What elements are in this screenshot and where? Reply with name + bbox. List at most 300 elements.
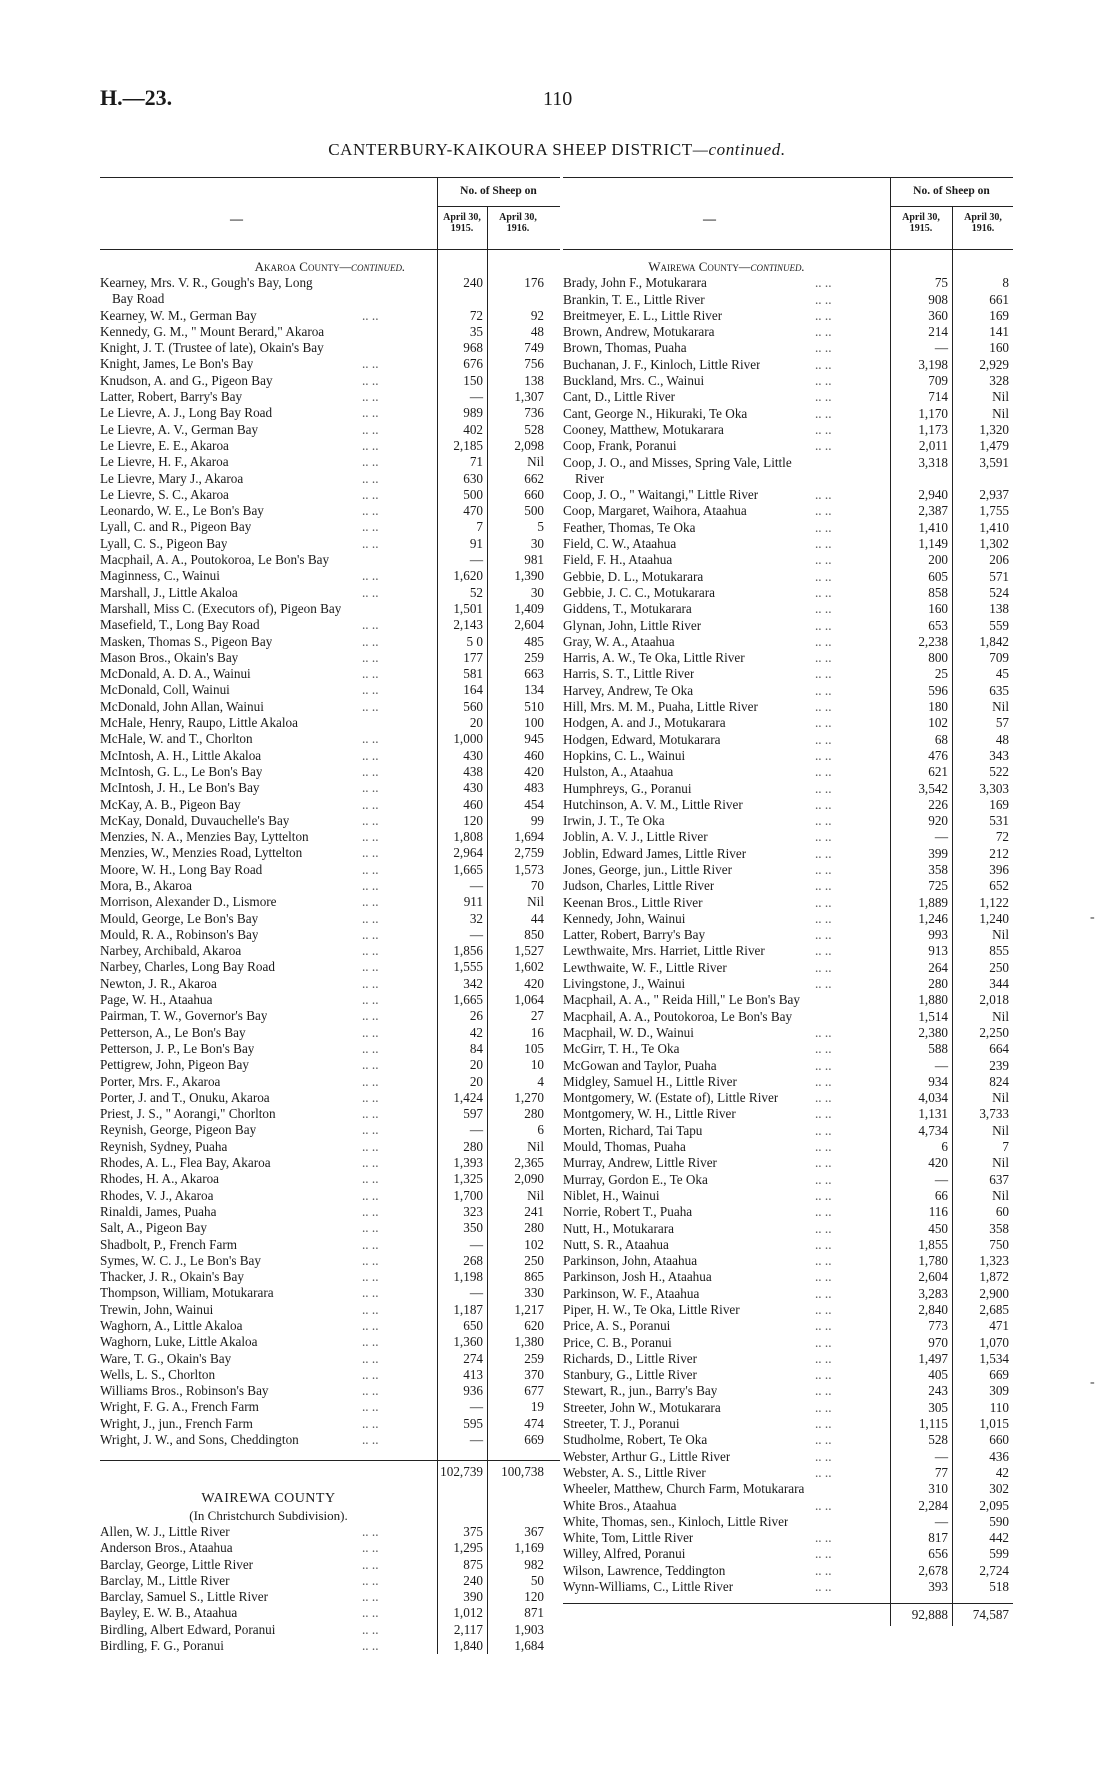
value-1916: 442 [989,1530,1009,1546]
value-1915: 1,360 [453,1334,483,1350]
value-1915: 66 [934,1187,948,1203]
value-1915: 177 [463,649,483,665]
table-row [563,862,1013,878]
value-1916: Nil [992,1187,1009,1203]
value-1916: 662 [524,470,544,486]
row-name: Shadbolt, P., French Farm [100,1236,237,1252]
table-row [563,406,1013,422]
value-1915: 91 [469,535,483,551]
row-name: Parkinson, Josh H., Ataahua [563,1269,712,1285]
value-1915: 26 [469,1008,483,1024]
leader-dots: .. .. [362,454,379,470]
leader-dots: .. .. [815,715,832,731]
value-1916: 367 [524,1523,544,1539]
row-name: Giddens, T., Motukarara [563,601,692,617]
row-name: Macphail, A. A., Poutokoroa, Le Bon's Bay [563,1008,793,1024]
value-1916: 8 [1002,275,1009,291]
table-row [563,1465,1013,1481]
table-row [100,878,560,894]
value-1915: 1,131 [918,1106,948,1122]
leader-dots: .. .. [362,682,379,698]
row-name: White Bros., Ataahua [563,1497,677,1513]
header-group-label-right: No. of Sheep on [913,185,990,197]
value-1916: 44 [530,910,544,926]
table-row [100,1041,560,1057]
value-1915: 1,000 [453,731,483,747]
row-name: McHale, W. and T., Chorlton [100,731,253,747]
value-1916: 1,320 [979,421,1009,437]
value-1916: 1,323 [979,1253,1009,1269]
value-1916: 27 [530,1008,544,1024]
leader-dots: .. .. [362,356,379,372]
value-1916: 250 [989,959,1009,975]
leader-dots: .. .. [815,959,832,975]
table-row [100,552,560,568]
value-1915: 1,555 [453,959,483,975]
value-1915: 1,497 [918,1350,948,1366]
row-name: Gebbie, J. C. C., Motukarara [563,584,715,600]
value-1915: — [469,1236,483,1252]
row-name: Wright, F. G. A., French Farm [100,1399,259,1415]
value-1915: 650 [463,1318,483,1333]
title-suffix: —continued. [692,140,786,159]
total-1916-right: 74,587 [972,1607,1009,1623]
value-1916: 522 [989,764,1009,780]
value-1915: — [934,829,948,845]
section-name: Akaroa County [254,259,340,274]
col1-line1-right: April 30, [902,212,940,223]
leader-dots: .. .. [362,731,379,747]
leader-dots: .. .. [815,1073,832,1089]
row-name: Latter, Robert, Barry's Bay [563,927,706,943]
leader-dots: .. .. [362,894,379,910]
value-1916: 2,098 [514,437,544,453]
leader-dots: .. .. [815,1367,832,1383]
value-1915: 430 [463,747,483,763]
leader-dots: .. .. [362,845,379,861]
row-name: Le Lievre, H. F., Akaroa [100,454,229,470]
leader-dots: .. .. [362,568,379,584]
col2-line1-right: April 30, [964,212,1002,223]
value-1916: 1,527 [514,943,544,959]
value-1916: Nil [527,1187,544,1203]
row-name: Morrison, Alexander D., Lismore [100,894,277,910]
table-row [100,682,560,698]
table-row [563,732,1013,748]
leader-dots: .. .. [815,747,832,763]
row-name: Knight, J. T. (Trustee of late), Okain's Bay [100,340,324,356]
table-row [563,1432,1013,1448]
leader-dots: .. .. [815,1171,832,1187]
col2-line1: April 30, [499,212,537,223]
value-1915: 476 [928,747,948,763]
leader-dots: .. .. [815,1155,832,1171]
table-row [100,1622,560,1638]
leader-dots: .. .. [815,373,832,389]
table-row [100,1557,560,1573]
value-1916: 420 [524,975,544,991]
section-suffix-right: —continued. [738,259,805,274]
value-1915: 460 [463,796,483,812]
header-dash: — [230,211,243,226]
value-1916: 669 [524,1432,544,1448]
table-row [100,780,560,796]
value-1915: 342 [463,975,483,991]
value-1915: 1,012 [453,1605,483,1621]
value-1916: 559 [989,617,1009,633]
margin-mark: - [1090,910,1095,925]
value-1915: 1,665 [453,861,483,877]
value-1916: 50 [530,1572,544,1588]
leader-dots: .. .. [362,421,379,437]
row-name: Parkinson, W. F., Ataahua [563,1285,700,1301]
value-1916: 599 [989,1546,1009,1562]
row-name: Cant, D., Little River [563,389,676,405]
row-name: Latter, Robert, Barry's Bay [100,389,243,405]
value-1915: 630 [463,470,483,486]
table-row [100,356,560,372]
leader-dots: .. .. [362,698,379,714]
col2-line2-right: 1916. [971,223,995,234]
value-1915: 2,011 [918,438,948,454]
table-row [563,1383,1013,1399]
leader-dots: .. .. [362,1572,379,1588]
value-1916: 48 [995,731,1009,747]
value-1915: 180 [928,699,948,715]
value-1915: 393 [928,1579,948,1595]
leader-dots: .. .. [815,699,832,715]
row-name: Waghorn, Luke, Little Akaloa [100,1334,258,1350]
table-row [563,1172,1013,1188]
value-1915: 605 [928,568,948,584]
value-1915: 25 [934,666,948,682]
leader-dots: .. .. [815,1579,832,1595]
table-row [100,519,560,535]
value-1915: 2,964 [453,845,483,861]
table-row [100,1139,560,1155]
value-1915: 420 [928,1155,948,1171]
value-1916: 850 [524,926,544,942]
leader-dots: .. .. [362,1040,379,1056]
table-row [100,894,560,910]
leader-dots: .. .. [362,405,379,421]
table-row [100,976,560,992]
value-1916: 981 [524,552,544,568]
table-row [563,292,1013,308]
value-1916: 528 [524,421,544,437]
table-row [100,1074,560,1090]
leader-dots: .. .. [815,389,832,405]
row-name: Rhodes, A. L., Flea Bay, Akaroa [100,1155,271,1171]
row-name: Mould, George, Le Bon's Bay [100,910,259,926]
table-row [100,715,560,731]
row-name: Price, C. B., Poranui [563,1334,672,1350]
row-name: Knudson, A. and G., Pigeon Bay [100,372,273,388]
table-row [563,748,1013,764]
right-table-body [563,250,1013,1626]
leader-dots: .. .. [362,1252,379,1268]
value-1916: 2,929 [979,356,1009,372]
leader-dots: .. .. [815,1432,832,1448]
table-row [100,943,560,959]
row-name: McGirr, T. H., Te Oka [563,1041,680,1057]
leader-dots: .. .. [815,976,832,992]
row-name: Coop, Margaret, Waihora, Ataahua [563,503,747,519]
table-row [100,1106,560,1122]
row-name: White, Thomas, sen., Kinloch, Little River [563,1513,789,1529]
leader-dots: .. .. [815,1302,832,1317]
row-name: Hill, Mrs. M. M., Puaha, Little River [563,699,758,715]
table-row [100,1573,560,1589]
leader-dots: .. .. [815,405,832,421]
value-1916: 3,591 [979,454,1009,470]
leader-dots: .. .. [815,275,832,291]
value-1916: 460 [524,747,544,763]
value-1916: 99 [530,812,544,828]
row-name: Keenan Bros., Little River [563,894,703,910]
value-1915: 280 [463,1138,483,1154]
value-1916: 141 [989,324,1009,340]
row-name: Lyall, C. S., Pigeon Bay [100,535,228,551]
row-name: Brown, Thomas, Puaha [563,340,687,356]
row-name: Porter, Mrs. F., Akaroa [100,1073,221,1089]
value-1916: 1,602 [514,959,544,975]
value-1916: 212 [989,845,1009,861]
value-1915: 2,380 [918,1024,948,1040]
table-row [563,1025,1013,1041]
table-row [563,1530,1013,1546]
table-row [100,438,560,454]
row-name: Piper, H. W., Te Oka, Little River [563,1302,740,1317]
leader-dots: .. .. [362,1187,379,1203]
value-1915: 413 [463,1366,483,1382]
table-row [100,1524,560,1540]
row-name: Newton, J. R., Akaroa [100,975,217,991]
total-1915-right: 92,888 [911,1607,948,1623]
value-1916: 241 [524,1203,544,1219]
leader-dots: .. .. [815,829,832,845]
table-row [100,1589,560,1605]
row-name: McDonald, John Allan, Wainui [100,698,264,714]
table-row [563,487,1013,503]
table-row [100,1025,560,1041]
leader-dots: .. .. [362,1073,379,1089]
table-row [100,405,560,421]
value-1915: 1,246 [918,910,948,926]
value-1915: — [469,926,483,942]
row-name: McDonald, Coll, Wainui [100,682,230,698]
leader-dots: .. .. [815,1220,832,1236]
leader-dots: .. .. [362,829,379,845]
value-1916: 637 [989,1171,1009,1187]
table-row [100,1188,560,1204]
value-1916: 518 [989,1579,1009,1595]
leader-dots: .. .. [815,1448,832,1464]
leader-dots: .. .. [815,1399,832,1415]
value-1916: 1,217 [514,1301,544,1317]
leader-dots: .. .. [815,1106,832,1122]
leader-dots: .. .. [362,992,379,1008]
leader-dots: .. .. [815,1187,832,1203]
table-row [563,308,1013,324]
value-1916: 344 [989,976,1009,992]
value-1916: 2,937 [979,487,1009,503]
page-number: 110 [543,88,573,110]
value-1915: 35 [469,323,483,339]
value-1915: 160 [928,601,948,617]
value-1915: 588 [928,1041,948,1057]
value-1915: 274 [463,1350,483,1366]
header-group-label: No. of Sheep on [460,185,537,197]
value-1916: 6 [537,1122,544,1138]
table-row [100,536,560,552]
header-col-1915-right [890,212,952,234]
table-row [100,699,560,715]
value-1915: 323 [463,1203,483,1219]
value-1916: 16 [530,1024,544,1040]
value-1915: 989 [463,405,483,421]
value-1915: 725 [928,878,948,894]
table-row [100,650,560,666]
value-1916: 7 [1002,1139,1009,1155]
table-row [563,650,1013,666]
right-total-row [563,1603,1013,1626]
table-row [563,1481,1013,1497]
value-1916: 250 [524,1252,544,1268]
row-name: Le Lievre, A. J., Long Bay Road [100,405,273,421]
row-name: Mould, R. A., Robinson's Bay [100,926,259,942]
row-name: Petterson, A., Le Bon's Bay [100,1024,246,1040]
leader-dots: .. .. [362,1236,379,1252]
table-row [100,666,560,682]
value-1916: 138 [989,601,1009,617]
value-1916: 454 [524,796,544,812]
leader-dots: .. .. [362,763,379,779]
table-row [563,976,1013,992]
value-1915: 240 [463,275,483,290]
value-1915: 714 [928,389,948,405]
row-name: Wright, J., jun., French Farm [100,1415,253,1431]
leader-dots: .. .. [815,1057,832,1073]
leader-dots: .. .. [815,568,832,584]
row-name: Breitmeyer, E. L., Little River [563,307,723,323]
row-name: Rinaldi, James, Puaha [100,1203,217,1219]
leader-dots: .. .. [362,470,379,486]
row-name: River [575,470,605,486]
leader-dots: .. .. [362,649,379,665]
leader-dots: .. .. [815,1318,832,1334]
row-name: Judson, Charles, Little River [563,878,715,894]
table-row [100,1302,560,1318]
value-1916: Nil [992,1008,1009,1024]
value-1916: 945 [524,731,544,747]
leader-dots: .. .. [362,1540,379,1556]
column-rule [952,249,953,1626]
row-name: McIntosh, G. L., Le Bon's Bay [100,763,263,779]
value-1915: 264 [928,959,948,975]
row-name: Anderson Bros., Ataahua [100,1540,233,1556]
value-1916: 2,095 [979,1497,1009,1513]
table-row [100,1122,560,1138]
leader-dots: .. .. [815,780,832,796]
value-1916: 1,479 [979,438,1009,454]
value-1916: 471 [989,1318,1009,1334]
table-row [100,291,560,307]
value-1915: 1,115 [918,1416,948,1432]
leader-dots: .. .. [815,633,832,649]
value-1915: — [934,1513,948,1529]
value-1915: 20 [469,1057,483,1073]
leader-dots: .. .. [815,650,832,666]
table-row [100,731,560,747]
table-row [563,927,1013,943]
leader-dots: .. .. [362,926,379,942]
value-1916: 309 [989,1383,1009,1399]
table-row [563,324,1013,340]
value-1915: 934 [928,1073,948,1089]
table-row [563,1041,1013,1057]
value-1915: 911 [463,894,483,910]
table-row [563,275,1013,291]
value-1915: 773 [928,1318,948,1334]
value-1915: 1,295 [453,1540,483,1556]
leader-dots: .. .. [815,910,832,926]
leader-dots: .. .. [362,1383,379,1399]
value-1916: 5 [537,519,544,535]
table-row [563,1416,1013,1432]
leader-dots: .. .. [362,943,379,959]
table-row [563,1188,1013,1204]
table-row [563,1253,1013,1269]
value-1915: 150 [463,372,483,388]
table-row [100,1253,560,1269]
value-1916: 1,270 [514,1089,544,1105]
table-row [563,552,1013,568]
leader-dots: .. .. [815,1350,832,1366]
table-row [100,1399,560,1415]
right-spacer [563,1595,1013,1603]
leader-dots: .. .. [362,1638,379,1654]
table-row [100,1638,560,1654]
value-1915: 116 [928,1204,948,1220]
left-table-body [100,250,560,1654]
table-row [563,1204,1013,1220]
value-1915: 908 [928,291,948,307]
row-name: Brown, Andrew, Motukarara [563,324,715,340]
table-row [563,1400,1013,1416]
total-1916: 100,738 [501,1464,544,1480]
table-row [100,829,560,845]
value-1915: 970 [928,1334,948,1350]
value-1915: 71 [469,454,483,470]
value-1916: 824 [989,1073,1009,1089]
row-name: Birdling, F. G., Poranui [100,1638,224,1654]
value-1915: 913 [928,943,948,959]
leader-dots: .. .. [815,796,832,812]
value-1916: 3,303 [979,780,1009,796]
col1-line1: April 30, [443,212,481,223]
row-name: Barclay, M., Little River [100,1572,230,1588]
value-1915: 75 [934,275,948,291]
leader-dots: .. .. [815,1041,832,1057]
right-rows [563,275,1013,1595]
value-1915: 1,855 [918,1236,948,1252]
value-1916: 2,090 [514,1171,544,1187]
value-1916: 160 [989,340,1009,356]
leader-dots: .. .. [362,1621,379,1637]
header-group-line [437,206,560,207]
leader-dots: .. .. [815,552,832,568]
